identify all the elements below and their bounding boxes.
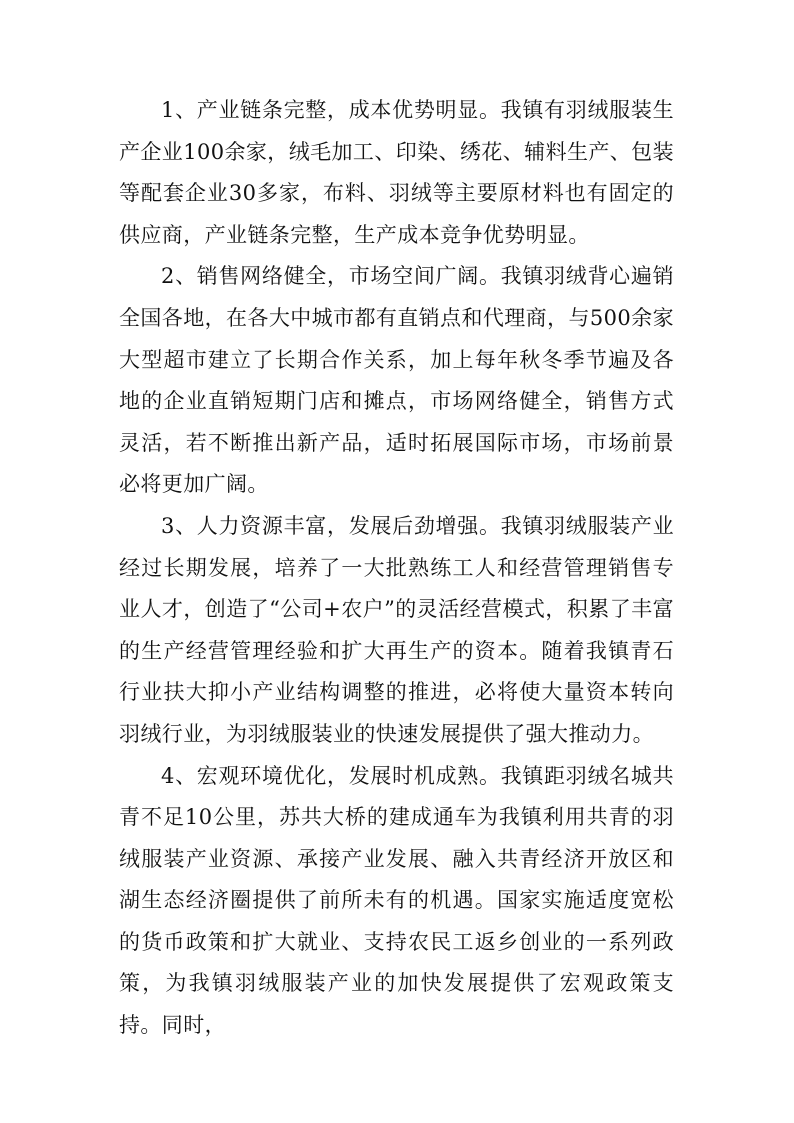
paragraph-sales-network: 2、销售网络健全，市场空间广阔。我镇羽绒背心遍销全国各地，在各大中城市都有直销点和代理商，与500余家大型超市建立了长期合作关系，加上每年秋冬季节遍及各地的企业直销短期门店和摊点，市场网络健全，销售方式灵活，若不断推出新产品，适时拓展国际市场，市场前景必将更加广阔。 xyxy=(119,264,674,497)
paragraph-industry-chain: 1、产业链条完整，成本优势明显。我镇有羽绒服装生产企业100余家，绒毛加工、印染、绣花、辅料生产、包装等配套企业30多家，布料、羽绒等主要原材料也有固定的供应商，产业链条完整，生产成本竞争优势明显。 xyxy=(119,98,674,247)
document-page xyxy=(119,90,674,1047)
paragraph-human-resources: 3、人力资源丰富，发展后劲增强。我镇羽绒服装产业经过长期发展，培养了一大批熟练工人和经营管理销售专业人才，创造了“公司+农户”的灵活经营模式，积累了丰富的生产经营管理经验和扩大再生产的资本。随着我镇青石行业扶大抑小产业结构调整的推进，必将使大量资本转向羽绒行业，为羽绒服装业的快速发展提供了强大推动力。 xyxy=(119,513,674,746)
paragraph-macro-environment: 4、宏观环境优化，发展时机成熟。我镇距羽绒名城共青不足10公里，苏共大桥的建成通车为我镇利用共青的羽绒服装产业资源、承接产业发展、融入共青经济开放区和湖生态经济圈提供了前所未有的机遇。国家实施适度宽松的货币政策和扩大就业、支持农民工返乡创业的一系列政策，为我镇羽绒服装产业的加快发展提供了宏观政策支持。同时， xyxy=(119,763,674,1038)
